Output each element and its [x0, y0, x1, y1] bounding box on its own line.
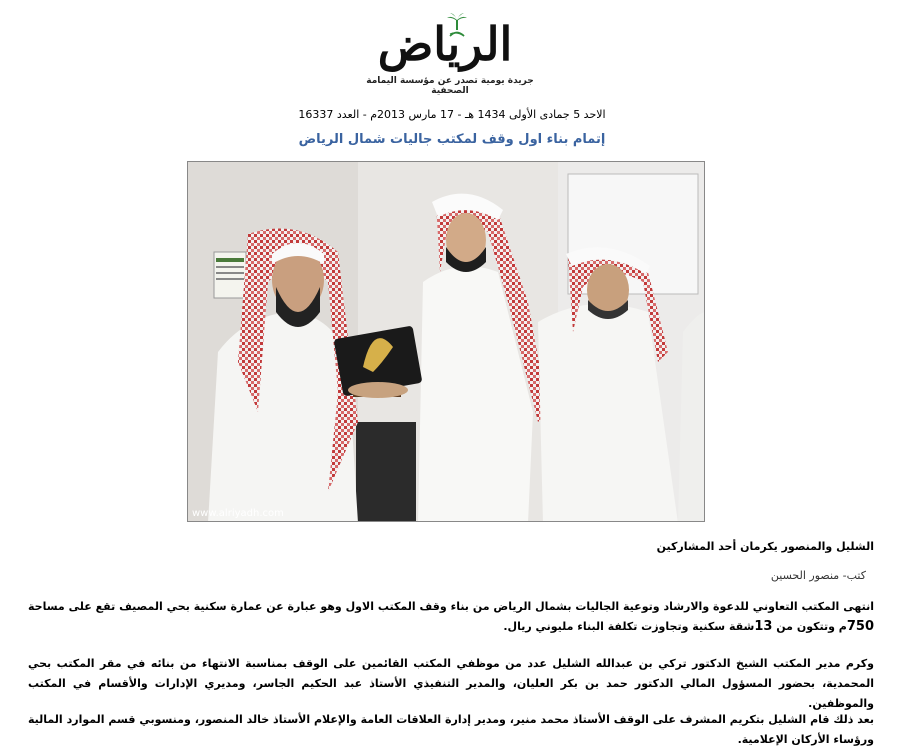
- article-paragraph-1: [28, 597, 874, 637]
- article-paragraph-3: بعد ذلك قام الشليل بتكريم المشرف على الوقف الأستاذ محمد منير، ومدير إدارة العلاقات العامة والإعلام الأستاذ خالد المنصور، ومنسوبي قسم الموارد المالية ورؤساء الأركان الإعلامية.: [28, 713, 874, 746]
- photo-watermark: www.alriyadh.com: [192, 508, 284, 519]
- article-headline: إتمام بناء اول وقف لمكتب جاليات شمال الرياض: [298, 132, 606, 147]
- p1-apartments-number: 13: [754, 619, 773, 634]
- p1-text-c: شقة سكنية وتجاوزت تكلفة البناء مليوني ريال.: [503, 620, 755, 633]
- article-paragraph-2: وكرم مدير المكتب الشيخ الدكتور تركي بن عبدالله الشليل عدد من موظفي المكتب القائمين على الوقف بمناسبة الانتهاء من بنائه في مقر المكتب بحي المحمدية، بحضور المسؤول المالي الدكتور حمد بن بكر العليان، والمدير التنفيذي الأستاذ عبد الحكيم الجاسر، ومديري الإدارات والأقسام في المكتب والموظفين.: [28, 657, 874, 710]
- p1-text-a: انتهى المكتب التعاوني للدعوة والارشاد وتوعية الجاليات بشمال الرياض من بناء وقف المكتب الاول وهو عبارة عن عمارة سكنية بحي المصيف تقع على مساحة: [28, 600, 874, 613]
- photo-illustration: [188, 162, 705, 522]
- p1-text-b: م وتتكون من: [772, 620, 847, 633]
- masthead-tagline: جريدة يومية تصدر عن مؤسسة اليمامة الصحفية: [366, 76, 534, 96]
- p1-area-number: 750: [846, 619, 874, 634]
- article-photo: [187, 161, 705, 522]
- newspaper-logo[interactable]: الرياض: [377, 17, 513, 71]
- newspaper-masthead: [350, 12, 550, 96]
- photo-caption: الشليل والمنصور يكرمان أحد المشاركين: [656, 540, 874, 553]
- article-dateline: الاحد 5 جمادى الأولى 1434 هـ - 17 مارس 2013م - العدد 16337: [298, 108, 606, 121]
- article-byline: كتب- منصور الحسين: [770, 569, 866, 582]
